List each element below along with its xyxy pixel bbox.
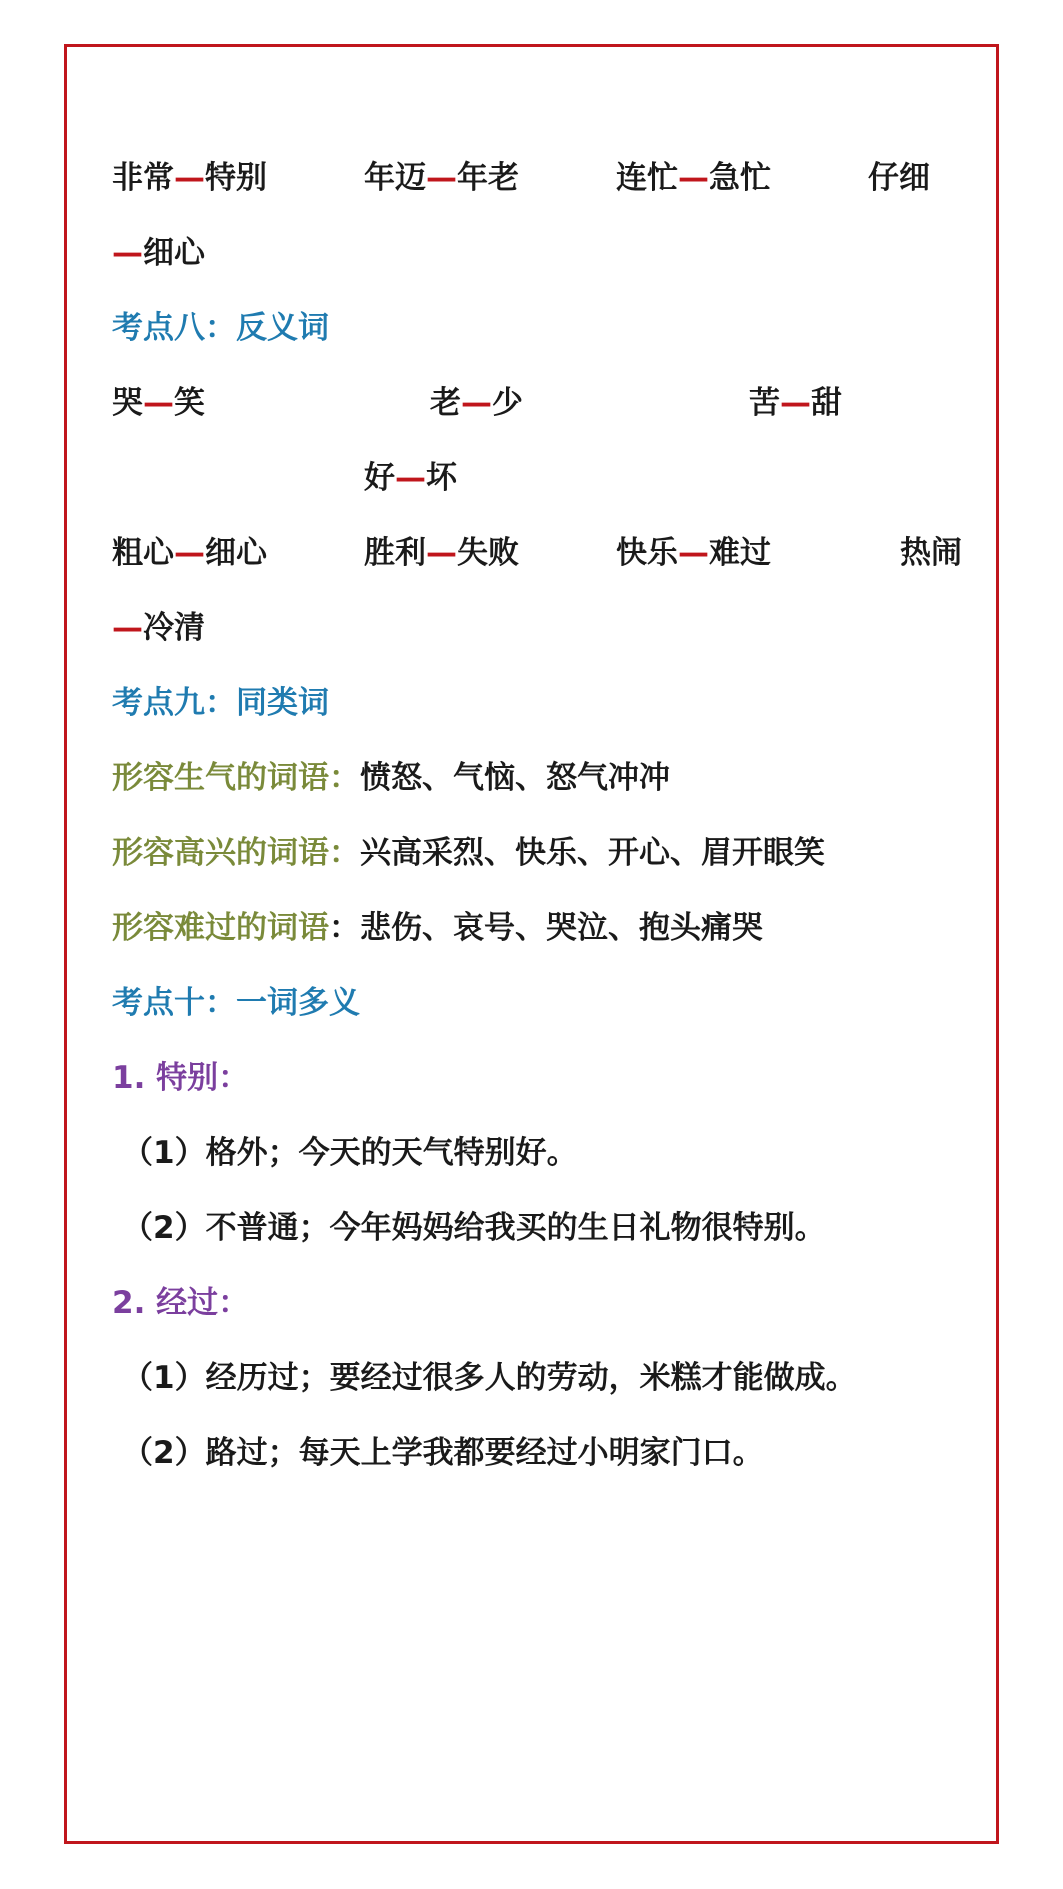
word: 老: [430, 385, 461, 421]
word: 热闹: [900, 535, 962, 571]
word: 急忙: [709, 160, 771, 196]
category-label: 形容高兴的词语：: [112, 835, 360, 871]
dash: —: [461, 385, 492, 421]
polysemy-item-title: 2. 经过：: [112, 1285, 250, 1321]
synonym-row-1: [112, 156, 952, 200]
dash: —: [143, 385, 174, 421]
dash: —: [112, 610, 143, 646]
word: 年迈: [364, 160, 426, 196]
section-heading-polysemy: 考点十：一词多义: [112, 985, 360, 1021]
same-class-row: [112, 831, 825, 875]
synonym-pair: [616, 156, 771, 200]
word: 快乐: [616, 535, 678, 571]
category-words: 悲伤、哀号、哭泣、抱头痛哭: [360, 910, 763, 946]
synonym-pair: [364, 156, 519, 200]
polysemy-sense: （1）格外；今天的天气特别好。: [122, 1135, 578, 1171]
word: 仔细: [868, 160, 930, 196]
word: 冷清: [143, 610, 205, 646]
word: 哭: [112, 385, 143, 421]
antonym-pair: [749, 381, 842, 425]
polysemy-sense: （2）路过；每天上学我都要经过小明家门口。: [122, 1435, 764, 1471]
dash: —: [780, 385, 811, 421]
antonym-row-4: [112, 606, 205, 650]
polysemy-sense: （1）经历过；要经过很多人的劳动，米糕才能做成。: [122, 1360, 857, 1396]
dash: —: [112, 235, 143, 271]
word: 连忙: [616, 160, 678, 196]
category-words: 愤怒、气恼、怒气冲冲: [360, 760, 670, 796]
antonym-pair: [616, 531, 771, 575]
word: 苦: [749, 385, 780, 421]
word: 失败: [457, 535, 519, 571]
section-heading-antonyms: 考点八：反义词: [112, 310, 329, 346]
antonym-pair: [112, 531, 267, 575]
antonym-pair: [112, 381, 205, 425]
antonym-pair: [430, 381, 523, 425]
antonym-row-3: [112, 531, 962, 575]
word: 甜: [811, 385, 842, 421]
word: 笑: [174, 385, 205, 421]
word: 特别: [205, 160, 267, 196]
polysemy-item-title: 1. 特别：: [112, 1060, 250, 1096]
polysemy-sense: （2）不普通；今年妈妈给我买的生日礼物很特别。: [122, 1210, 826, 1246]
word: 难过: [709, 535, 771, 571]
antonym-pair: [364, 531, 519, 575]
dash: —: [678, 535, 709, 571]
dash: —: [426, 160, 457, 196]
word: 细心: [205, 535, 267, 571]
dash: —: [395, 460, 426, 496]
same-class-row: [112, 756, 670, 800]
category-words: 兴高采烈、快乐、开心、眉开眼笑: [360, 835, 825, 871]
dash: —: [174, 160, 205, 196]
word: 细心: [143, 235, 205, 271]
same-class-row: [112, 906, 763, 950]
synonym-pair: [112, 156, 267, 200]
section-heading-same-class: 考点九：同类词: [112, 685, 329, 721]
antonym-row-1: [112, 381, 952, 425]
word: 少: [492, 385, 523, 421]
synonym-row-2: [112, 231, 205, 275]
dash: —: [174, 535, 205, 571]
word: 胜利: [364, 535, 426, 571]
colon: ：: [329, 910, 360, 946]
word: 年老: [457, 160, 519, 196]
word: 粗心: [112, 535, 174, 571]
antonym-row-2: [364, 456, 457, 500]
dash: —: [678, 160, 709, 196]
category-label: 形容难过的词语: [112, 910, 329, 946]
word: 坏: [426, 460, 457, 496]
word: 好: [364, 460, 395, 496]
category-label: 形容生气的词语：: [112, 760, 360, 796]
dash: —: [426, 535, 457, 571]
word: 非常: [112, 160, 174, 196]
